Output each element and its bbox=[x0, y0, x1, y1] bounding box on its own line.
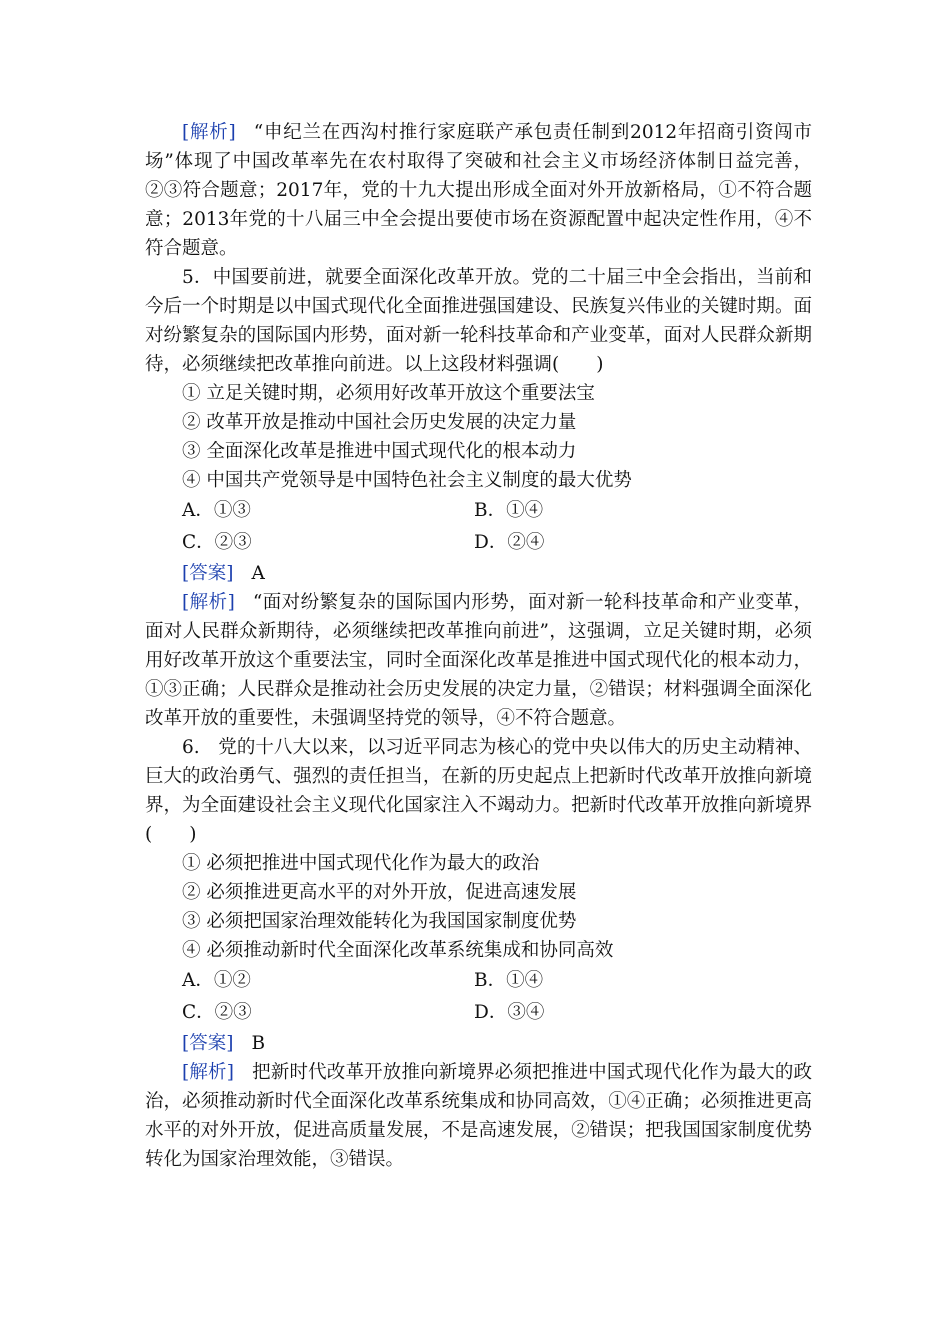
choice-row bbox=[145, 495, 812, 527]
choice-b: B．①④ bbox=[474, 500, 544, 521]
statement-option: ④ 必须推动新时代全面深化改革系统集成和协同高效 bbox=[182, 940, 614, 961]
question-stem-q5: 5．中国要前进，就要全面深化改革开放。党的二十届三中全会指出，当前和今后一个时期是以中国式现代化全面推进强国建设、民族复兴伟业的关键时期。面对纷繁复杂的国际国内形势，面对新一轮科技革命和产业变革，面对人民群众新期待，必须继续把改革推向前进。以上这段材料强调( ) bbox=[145, 267, 812, 375]
choice-b: B．①④ bbox=[474, 970, 544, 991]
analysis-paragraph-q5 bbox=[145, 588, 812, 733]
answer-value: A bbox=[251, 563, 265, 584]
choice-c: C．②③ bbox=[182, 532, 252, 553]
choice-c: C．②③ bbox=[182, 1002, 252, 1023]
answer-line-q6 bbox=[145, 1029, 812, 1058]
statement-option: ① 立足关键时期，必须用好改革开放这个重要法宝 bbox=[182, 383, 595, 404]
analysis-paragraph-q4 bbox=[145, 118, 812, 263]
analysis-tag: [解析] bbox=[182, 1062, 234, 1083]
choice-row bbox=[145, 965, 812, 997]
answer-tag: [答案] bbox=[182, 1033, 234, 1054]
choice-a: A．①③ bbox=[182, 500, 251, 521]
statement-option: ① 必须把推进中国式现代化作为最大的政治 bbox=[182, 853, 540, 874]
choice-d: D．③④ bbox=[474, 1002, 545, 1023]
statement-option: ② 必须推进更高水平的对外开放，促进高速发展 bbox=[182, 882, 577, 903]
analysis-text: “面对纷繁复杂的国际国内形势，面对新一轮科技革命和产业变革，面对人民群众新期待，必须继续把改革推向前进”，这强调，立足关键时期，必须用好改革开放这个重要法宝，同时全面深化改革是推进中国式现代化的根本动力，①③正确；人民群众是推动社会历史发展的决定力量，②错误；材料强调全面深化改革开放的重要性，未强调坚持党的领导，④不符合题意。 bbox=[145, 592, 812, 729]
analysis-text: 把新时代改革开放推向新境界必须把推进中国式现代化作为最大的政治，必须推动新时代全面深化改革系统集成和协同高效，①④正确；必须推进更高水平的对外开放，促进高质量发展，不是高速发展，②错误；把我国国家制度优势转化为国家治理效能，③错误。 bbox=[145, 1062, 812, 1170]
statement-option: ③ 必须把国家治理效能转化为我国国家制度优势 bbox=[182, 911, 577, 932]
analysis-tag: [解析] bbox=[182, 122, 236, 143]
answer-line-q5 bbox=[145, 559, 812, 588]
choice-a: A．①② bbox=[182, 970, 251, 991]
statement-option: ③ 全面深化改革是推进中国式现代化的根本动力 bbox=[182, 441, 577, 462]
analysis-paragraph-q6 bbox=[145, 1058, 812, 1174]
choice-row bbox=[145, 997, 812, 1029]
document-page bbox=[145, 118, 812, 1174]
answer-tag: [答案] bbox=[182, 563, 234, 584]
analysis-tag: [解析] bbox=[182, 592, 235, 613]
choice-d: D．②④ bbox=[474, 532, 545, 553]
question-stem-q6: 6. 党的十八大以来，以习近平同志为核心的党中央以伟大的历史主动精神、巨大的政治勇气、强烈的责任担当，在新的历史起点上把新时代改革开放推向新境界，为全面建设社会主义现代化国家注入不竭动力。把新时代改革开放推向新境界( ) bbox=[145, 737, 812, 845]
statement-option: ④ 中国共产党领导是中国特色社会主义制度的最大优势 bbox=[182, 470, 632, 491]
statement-option: ② 改革开放是推动中国社会历史发展的决定力量 bbox=[182, 412, 577, 433]
analysis-text: “申纪兰在西沟村推行家庭联产承包责任制到2012年招商引资闯市场”体现了中国改革率先在农村取得了突破和社会主义市场经济体制日益完善，②③符合题意；2017年，党的十九大提出形成全面对外开放新格局，①不符合题意；2013年党的十八届三中全会提出要使市场在资源配置中起决定性作用，④不符合题意。 bbox=[145, 122, 813, 259]
answer-value: B bbox=[251, 1033, 266, 1054]
choice-row bbox=[145, 527, 812, 559]
